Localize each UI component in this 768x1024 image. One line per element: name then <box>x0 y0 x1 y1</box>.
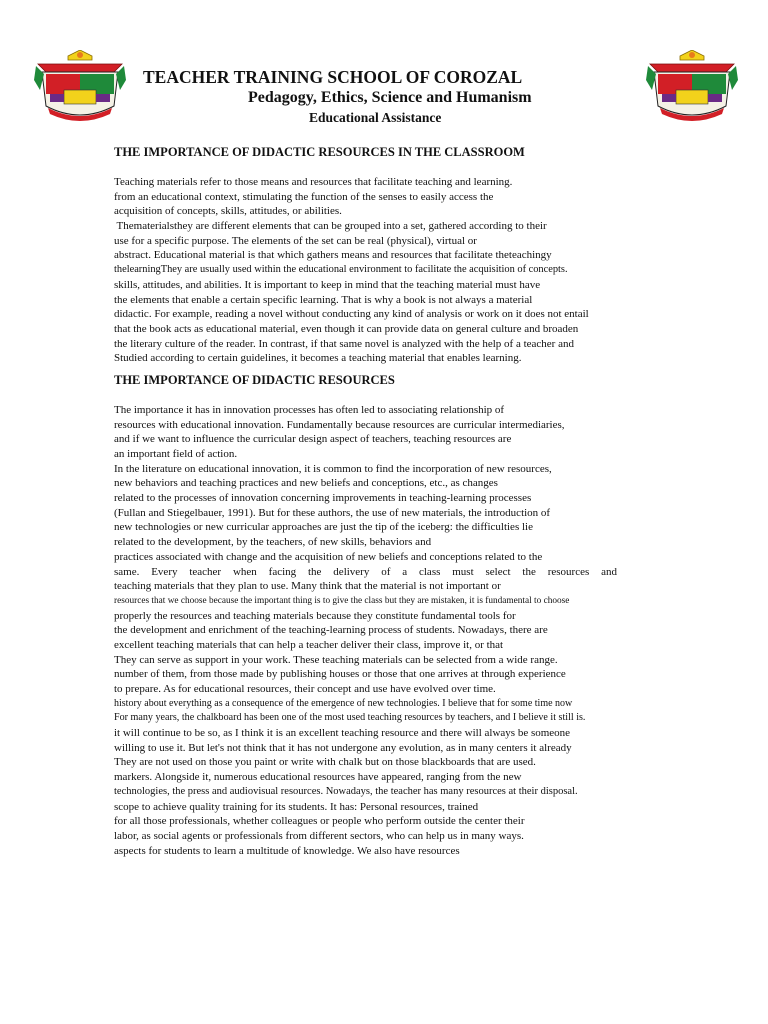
school-name: TEACHER TRAINING SCHOOL OF COROZAL <box>143 67 523 87</box>
text-line: Studied according to certain guidelines, it becomes a teaching material that enables learning. <box>114 352 522 365</box>
text-line: the development and enrichment of the teaching-learning process of students. Nowadays, there are <box>114 624 548 637</box>
text-line: labor, as social agents or professionals from different sectors, who can help us in many ways. <box>114 829 524 842</box>
text-line: They are not used on those you paint or write with chalk but on those blackboards that are used. <box>114 756 536 769</box>
section-paragraph <box>114 403 654 858</box>
text-line: abstract. Educational material is that which gathers means and resources that facilitate theteachingy <box>114 249 552 262</box>
text-line: related to the development, by the teachers, of new skills, behaviors and <box>114 536 432 549</box>
text-line: history about everything as a consequence of the emergence of new technologies. I believe that for some time now <box>114 697 573 709</box>
text-line: acquisition of concepts, skills, attitudes, or abilities. <box>114 205 342 218</box>
text-line: from an educational context, stimulating the function of the senses to easily access the <box>114 190 494 203</box>
school-emblem-icon <box>646 50 738 126</box>
text-line: properly the resources and teaching materials because they constitute fundamental tools for <box>114 609 516 622</box>
text-line: use for a specific purpose. The elements of the set can be real (physical), virtual or <box>114 234 477 247</box>
text-line: thelearningThey are usually used within the educational environment to facilitate the acquisition of concepts. <box>114 264 568 276</box>
text-line: number of them, from those made by publishing houses or those that one arrives at through experience <box>114 668 566 681</box>
text-line: For many years, the chalkboard has been one of the most used teaching resources by teachers, and I believe it still is. <box>114 712 586 724</box>
text-line: In the literature on educational innovation, it is common to find the incorporation of new resources, <box>114 462 552 475</box>
text-line: resources with educational innovation. Fundamentally because resources are curricular intermediaries, <box>114 418 565 431</box>
department-title: Educational Assistance <box>309 110 442 125</box>
text-line: the elements that enable a certain specific learning. That is why a book is not always a material <box>114 293 533 306</box>
section-paragraph <box>114 175 654 366</box>
text-line: resources that we choose because the important thing is to give the class but they are mistaken, it is fundamental to choose <box>114 595 570 606</box>
text-line: The importance it has in innovation processes has often led to associating relationship of <box>114 403 505 416</box>
text-line: and if we want to influence the curricular design aspect of teachers, teaching resources are <box>114 433 512 446</box>
text-line: an important field of action. <box>114 448 238 460</box>
text-line: practices associated with change and the acquisition of new beliefs and conceptions related to the <box>114 550 543 563</box>
text-line: excellent teaching materials that can help a teacher deliver their class, improve it, or that <box>114 638 504 651</box>
text-line: to prepare. As for educational resources, their concept and use have evolved over time. <box>114 683 496 695</box>
text-line: markers. Alongside it, numerous educational resources have appeared, ranging from the new <box>114 771 522 784</box>
text-line: new behaviors and teaching practices and new beliefs and conceptions, etc., as changes <box>114 477 498 490</box>
school-emblem-icon <box>34 50 126 126</box>
text-line: related to the processes of innovation concerning improvements in teaching-learning processes <box>114 492 532 505</box>
text-line: the literary culture of the reader. In contrast, if that same novel is analyzed with the help of a teacher and <box>114 337 574 350</box>
text-line: teaching materials that they plan to use. Many think that the material is not important or <box>114 580 501 593</box>
text-line: new technologies or new curricular approaches are just the tip of the iceberg: the difficulties lie <box>114 521 533 534</box>
text-line: aspects for students to learn a multitude of knowledge. We also have resources <box>114 844 460 857</box>
text-line: skills, attitudes, and abilities. It is important to keep in mind that the teaching material must have <box>114 278 541 291</box>
section-heading: THE IMPORTANCE OF DIDACTIC RESOURCES <box>114 372 395 387</box>
text-line: Thematerialsthey are different elements that can be grouped into a set, gathered according to their <box>114 220 547 233</box>
text-line: Teaching materials refer to those means and resources that facilitate teaching and learning. <box>114 176 513 188</box>
text-line: willing to use it. But let's not think that it has not undergone any evolution, as in many centers it already <box>114 741 572 754</box>
text-line: (Fullan and Stiegelbauer, 1991). But for these authors, the use of new materials, the introduction of <box>114 506 551 519</box>
document-body <box>114 144 654 858</box>
text-line: that the book acts as educational material, even though it can provide data on general culture and broaden <box>114 322 579 335</box>
section-heading: THE IMPORTANCE OF DIDACTIC RESOURCES IN THE CLASSROOM <box>114 145 525 159</box>
text-line: scope to achieve quality training for its students. It has: Personal resources, trained <box>114 800 479 813</box>
text-line: for all those professionals, whether colleagues or people who perform outside the center their <box>114 815 525 828</box>
text-line: same. Every teacher when facing the delivery of a class must select the resources and <box>114 565 617 578</box>
school-motto: Pedagogy, Ethics, Science and Humanism <box>248 89 532 106</box>
text-line: They can serve as support in your work. These teaching materials can be selected from a wide range. <box>114 653 558 666</box>
text-line: technologies, the press and audiovisual resources. Nowadays, the teacher has many resources at their disposal. <box>114 785 578 797</box>
text-line: it will continue to be so, as I think it is an excellent teaching resource and there will always be someone <box>114 727 571 740</box>
text-line: didactic. For example, reading a novel without conducting any kind of analysis or work on it does not entail <box>114 308 589 321</box>
